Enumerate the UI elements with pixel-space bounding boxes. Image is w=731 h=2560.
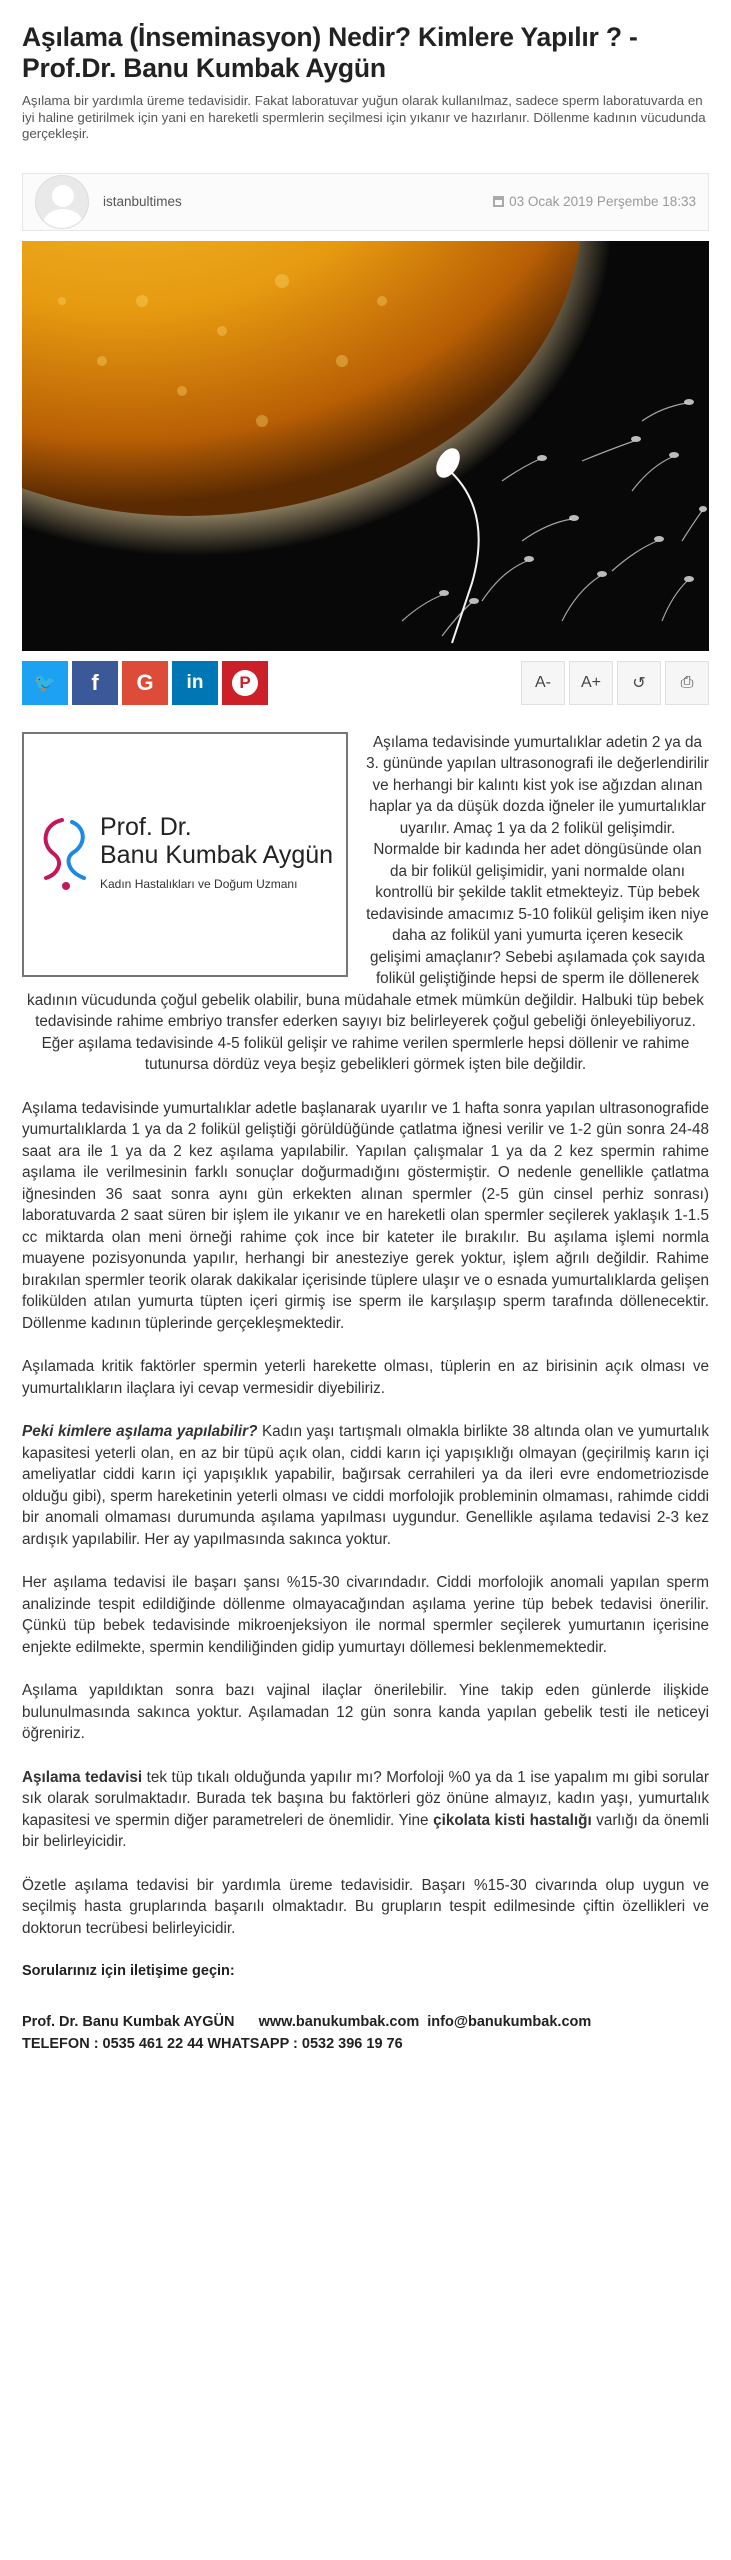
paragraph-7-bold: çikolata kisti hastalığı: [433, 1811, 592, 1829]
paragraph-4-text: Kadın yaşı tartışmalı olmakla birlikte 38 altında olan ve yumurtalık kapasitesi yeterli olan, en az bir tüpü açık olan, ciddi karın içi yapışıklığı olmayan (geçirilmiş karın içi ameliyatlar ciddi karın içi yapışıklık yapabilir, bağırsak cerrahileri ya da ileri evre endometriozisde olduğu gibi), sperm hareketinin yeterli olması ve ciddi morfolojik probleminin olmaması, rahimde ciddi bir anomali olmaması durumunda aşılama yapılması uygundur. Genellikle aşılama tedavisi 2-3 kez ardışık yapılabilir. Her ay yapılmasında sakınca yoktur.: [22, 1423, 709, 1548]
author-avatar[interactable]: [35, 175, 89, 229]
twitter-share-button[interactable]: [22, 661, 68, 705]
avatar-body-shape: [43, 209, 83, 229]
reset-button[interactable]: [617, 661, 661, 705]
author-name[interactable]: istanbultimes: [103, 194, 182, 209]
google-share-button[interactable]: [122, 661, 168, 705]
contact-heading: Sorularınız için iletişime geçin:: [22, 1963, 235, 1979]
author-bar: [22, 173, 709, 231]
doctor-logo: [22, 732, 348, 977]
paragraph-7-text-a: tek tüp tıkalı olduğunda yapılır mı? Morfoloji %0 ya da 1 ise yapalım mı gibi sorular sık olarak sorulmaktadır. Burada tek başına bu faktörleri göz önüne almayız, kadın yaşı, yumurtalık kapasitesi ve spermin diğer parametreleri de önemlidir. Yine: [22, 1768, 709, 1829]
facebook-share-button[interactable]: [72, 661, 118, 705]
facebook-icon: f: [91, 670, 99, 695]
calendar-icon: [493, 196, 504, 207]
share-toolbar: [22, 661, 709, 706]
linkedin-share-button[interactable]: [172, 661, 218, 705]
paragraph-7-lead: Aşılama tedavisi: [22, 1768, 143, 1786]
contact-line-2: TELEFON : 0535 461 22 44 WHATSAPP : 0532 396 19 76: [22, 2035, 403, 2052]
publish-date-text: 03 Ocak 2019 Perşembe 18:33: [509, 194, 696, 209]
reset-icon: ↺: [632, 675, 646, 692]
linkedin-icon: in: [186, 672, 204, 693]
paragraph-5: Her aşılama tedavisi ile başarı şansı %15-30 civarındadır. Ciddi morfolojik anomali yapılan sperm analizinde tespit edildiğinde döllenme olmayacağından aşılama yerine tüp bebek tedavisi önerilir. Çünkü tüp bebek tedavisinde mikroenjeksiyon ile normal spermler seçilerek yumurtanın içerisine enjekte edilmekte, spermin kendiliğinden gidip yumurtayı döllemesi beklenmemektedir.: [22, 1574, 709, 1656]
paragraph-4: [22, 1421, 709, 1550]
google-icon: G: [136, 670, 154, 695]
logo-mark-icon: [32, 812, 98, 896]
pinterest-share-button[interactable]: [222, 661, 268, 705]
logo-name-line1: Prof. Dr.: [100, 812, 192, 841]
font-increase-icon: A+: [580, 674, 601, 691]
article-summary: Aşılama bir yardımla üreme tedavisidir. Fakat laboratuvar yuğun olarak kullanılmaz, sadece sperm laboratuvarda en iyi haline getirilmek için yani en hareketli spermlerin seçilmesi için yıkanır ve hazırlanır. Döllenme kadının vücudunda gerçekleşir.: [22, 93, 706, 141]
paragraph-1: Aşılama tedavisinde yumurtalıklar adetin 2 ya da 3. gününde yapılan ultrasonografi ile değerlendirilir ve herhangi bir kalıntı kist yok ise ağızdan alınan haplar ya da düşük dozda iğneler ile yumurtalıklar uyarılır. Amaç 1 ya da 2 folikül gelişimdir. Normalde bir kadında her adet döngüsünde olan da bir folikül gelişimidir, yani normalde olanı kontrollü bir şekilde taklit etmekteyiz. Tüp bebek tedavisinde amacımız 5-10 folikül gelişim iken niye daha az folikül yani yumurta içeren kesecik gelişimi amaçlanır? Sebebi aşılamada çok sayıda folikül geliştiğinde hepsi de sperm ile döllenerek kadının vücudunda çoğul gebelik olabilir, buna müdahale etmek mümkün değildir. Halbuki tüp bebek tedavisinde rahime embriyo transfer ederken sayıyı biz belirleyerek çoğul gebeliği önleyebiliyoruz. Eğer aşılama tedavisinde 4-5 folikül gelişir ve rahime verilen spermlerle hepsi döllenir ve rahime tutunursa dördüz veya beşiz gebelikleri görmek işten bile değildir.: [27, 733, 709, 1073]
paragraph-7-text-b: varlığı da önemli bir belirleyicidir.: [22, 1811, 710, 1850]
paragraph-8: Özetle aşılama tedavisi bir yardımla üreme tedavisidir. Başarı %15-30 civarında olup uygun ve seçilmiş hasta gruplarında başarılı olmaktadır. Bu grupların tespit edilmesinde çiftin özellikleri ve doktorun tecrübesi belirleyicidir.: [22, 1876, 709, 1937]
logo-text: [100, 813, 333, 896]
print-icon: ⎙: [680, 674, 694, 691]
paragraph-7: [22, 1767, 709, 1853]
pinterest-icon: P: [232, 670, 258, 696]
contact-line-1: Prof. Dr. Banu Kumbak AYGÜN www.banukumbak.com info@banukumbak.com: [22, 2013, 592, 2030]
paragraph-6: Aşılama yapıldıktan sonra bazı vajinal ilaçlar önerilebilir. Yine takip eden günlerde ilişkide bulunulmasında sakınca yoktur. Aşılamadan 12 gün sonra kanda yapılan gebelik testi ile neticeyi öğreniriz.: [22, 1682, 709, 1742]
paragraph-3: Aşılamada kritik faktörler spermin yeterli harekette olması, tüplerin en az birisinin açık olması ve yumurtalıkların ilaçlara iyi cevap vermesidir diyebiliriz.: [22, 1358, 709, 1397]
article-title: Aşılama (İnseminasyon) Nedir? Kimlere Yapılır ? - Prof.Dr. Banu Kumbak Aygün: [22, 22, 638, 83]
paragraph-4-lead: Peki kimlere aşılama yapılabilir?: [22, 1423, 258, 1440]
logo-name-line2: Banu Kumbak Aygün: [100, 840, 334, 869]
font-increase-button[interactable]: [569, 661, 613, 705]
twitter-icon: 🐦: [33, 672, 57, 693]
paragraph-2: Aşılama tedavisinde yumurtalıklar adetle başlanarak uyarılır ve 1 hafta sonra yapılan ultrasonografide yumurtalıklarda 1 ya da 2 folikül geliştiği görüldüğünde çatlatma iğnesi verilir ve 1-2 gün sonra 24-48 saat ara ile 1 ya da 2 kez aşılama yapılabilir. Yapılan çalışmalar 1 ya da 2 kez spermin rahime aşılama ile verilmesinin farklı sonuçlar doğurmadığını göstermiştir. O nedenle genellikle çatlatma iğnesinden 36 saat sonra aynı gün erkekten alınan spermler (2-5 gün cinsel perhiz sonrası) laboratuvarda 2 saat süren bir işlem ile yıkanır ve en hareketli olan spermler seçilerek yaklaşık 1-1.5 cc miktarda olan meni örneği rahime çok ince bir kateter ile bırakılır. Bu aşılama işlemi normla muayene pozisyonunda yapılır, herhangi bir anesteziye gerek yoktur, işlem ağrılı değildir. Rahime bırakılan spermler teorik olarak dakikalar içerisinde tüplere ulaşır ve o esnada yumurtalıklarda gelişen folikülden atılan yumurta tüpten içeri girmiş ise sperm ile karşılaşıp sperm tarafında döllenecektir. Döllenme kadının tüplerinde gerçekleşmektedir.: [22, 1099, 709, 1332]
logo-subtitle: Kadın Hastalıkları ve Doğum Uzmanı: [100, 876, 298, 891]
font-decrease-button[interactable]: [521, 661, 565, 705]
article-body: [22, 732, 709, 2055]
font-decrease-icon: A-: [535, 674, 551, 691]
avatar-head-shape: [52, 185, 74, 207]
text-tools: [517, 661, 709, 705]
egg-sperm-illustration: [22, 241, 709, 651]
publish-date: [493, 194, 696, 209]
hero-image: [22, 241, 709, 651]
print-button[interactable]: [665, 661, 709, 705]
